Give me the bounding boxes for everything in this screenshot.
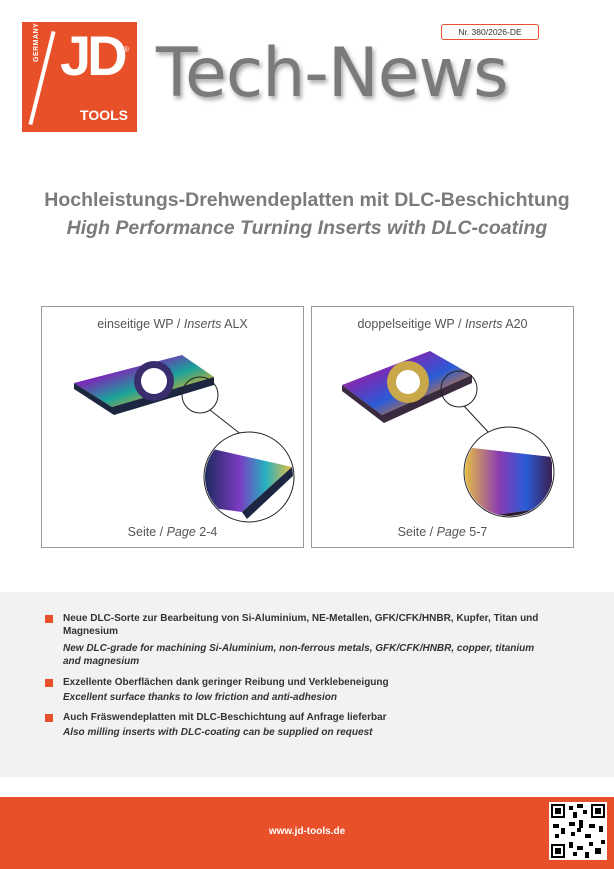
feature-de: Neue DLC-Sorte zur Bearbeitung von Si-Aluminium, NE-Metallen, GFK/CFK/HNBR, Kupfer, Titan und Magnesium — [63, 613, 539, 637]
insert-a20-image — [312, 307, 573, 547]
insert-alx-image — [42, 307, 303, 547]
newsletter-title: Tech-News — [156, 34, 508, 113]
qr-code-graphic — [549, 802, 607, 860]
bullet-square-icon — [45, 714, 53, 722]
card-page-ref: Seite / Page 5-7 — [397, 525, 488, 539]
bullet-square-icon — [45, 615, 53, 623]
logo-registered: ® — [123, 45, 129, 54]
headline-german: Hochleistungs-Drehwendeplatten mit DLC-Beschichtung — [44, 189, 570, 211]
feature-en: Excellent surface thanks to low friction and anti-adhesion — [63, 692, 337, 703]
logo-mark: JD — [60, 24, 124, 87]
jd-tools-logo — [22, 22, 137, 132]
logo-word: TOOLS — [80, 107, 128, 123]
logo-country: GERMANY — [33, 22, 40, 62]
product-card-a20 — [311, 306, 574, 548]
bullet-square-icon — [45, 679, 53, 687]
issue-number: Nr. 380/2026-DE — [441, 24, 539, 40]
feature-de: Auch Fräswendeplatten mit DLC-Beschichtung auf Anfrage lieferbar — [63, 712, 387, 723]
product-card-alx — [41, 306, 304, 548]
card-caption: doppelseitige WP / Inserts A20 — [357, 317, 528, 331]
card-caption: einseitige WP / Inserts ALX — [97, 317, 248, 331]
features-panel — [0, 592, 614, 777]
website-link[interactable]: www.jd-tools.de — [268, 826, 346, 837]
headline-english: High Performance Turning Inserts with DLC-coating — [66, 217, 548, 239]
card-page-ref: Seite / Page 2-4 — [127, 525, 218, 539]
qr-code-icon[interactable] — [549, 802, 607, 860]
feature-de: Exzellente Oberflächen dank geringer Reibung und Verklebeneigung — [63, 677, 389, 688]
feature-en: Also milling inserts with DLC-coating can be supplied on request — [63, 727, 373, 738]
feature-en: New DLC-grade for machining Si-Aluminium, non-ferrous metals, GFK/CFK/HNBR, copper, titanium and magnesium — [63, 643, 535, 667]
footer-bar — [0, 797, 614, 869]
